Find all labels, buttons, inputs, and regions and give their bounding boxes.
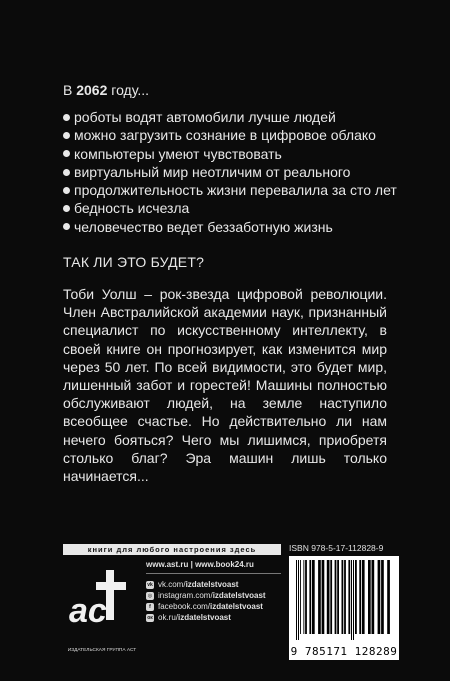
isbn-text: ISBN 978-5-17-112828-9 (289, 543, 384, 553)
bullet-icon (63, 132, 70, 139)
barcode-bar (348, 560, 350, 634)
barcode-bar (303, 560, 304, 634)
social-link-facebook[interactable] (146, 601, 281, 612)
barcode-bar (378, 560, 381, 634)
list-item-text: продолжительность жизни перевалила за сто лет (74, 182, 397, 199)
question-heading: ТАК ЛИ ЭТО БУДЕТ? (63, 254, 205, 270)
bullet-icon (63, 169, 70, 176)
social-link-instagram[interactable] (146, 590, 281, 601)
list-item (63, 163, 397, 181)
barcode (289, 556, 399, 660)
social-link-handle: izdatelstvoast (178, 613, 231, 622)
publisher-logo (63, 560, 141, 658)
barcode-bar (322, 560, 325, 634)
barcode-bar (298, 560, 299, 640)
list-item-text: бедность исчезла (74, 200, 190, 217)
list-item (63, 145, 397, 163)
barcode-bar (362, 560, 365, 634)
list-item-text: можно загрузить сознание в цифровое облако (74, 127, 376, 144)
publisher-footer (0, 536, 450, 681)
barcode-bar (296, 560, 297, 640)
odnoklassniki-icon: ок (147, 614, 153, 621)
barcode-bar (351, 560, 352, 640)
list-item-text: человечество ведет беззаботную жизнь (74, 218, 333, 235)
publisher-links (146, 560, 281, 623)
barcode-bar (330, 560, 332, 634)
bullet-icon (63, 114, 70, 121)
barcode-bar (355, 560, 357, 634)
vk-icon: vk (147, 581, 153, 588)
barcode-bar (318, 560, 321, 634)
barcode-icon (293, 560, 395, 640)
list-item (63, 126, 397, 144)
logo-caption: ИЗДАТЕЛЬСКАЯ ГРУППА АСТ (67, 648, 137, 653)
barcode-bar (342, 560, 344, 634)
intro-line (63, 82, 149, 98)
social-link-ok[interactable] (146, 612, 281, 623)
predictions-list (63, 108, 397, 236)
barcode-bar (372, 560, 375, 634)
bullet-icon (63, 205, 70, 212)
barcode-number: 9 785171 128289 (290, 645, 398, 658)
barcode-bar (305, 560, 307, 634)
barcode-bar (312, 560, 315, 634)
tagline-bar: книги для любого настроения здесь (63, 544, 281, 555)
list-item (63, 199, 397, 217)
bullet-icon (63, 187, 70, 194)
intro-year: 2062 (76, 82, 108, 98)
barcode-bar (368, 560, 371, 634)
list-item (63, 108, 397, 126)
bullet-icon (63, 223, 70, 230)
social-link-prefix: vk.com/ (158, 580, 186, 589)
social-link-prefix: facebook.com/ (158, 602, 211, 611)
social-link-handle: izdatelstvoast (212, 591, 266, 600)
intro-suffix: году... (107, 82, 149, 98)
barcode-bar (387, 560, 390, 634)
intro-prefix: В (63, 82, 77, 98)
barcode-bar (335, 560, 337, 634)
barcode-bar (309, 560, 311, 634)
social-link-prefix: instagram.com/ (158, 591, 213, 600)
ast-logo-icon (63, 560, 141, 646)
social-link-vk[interactable] (146, 579, 281, 590)
barcode-bar (381, 560, 384, 634)
description-paragraph: Тоби Уолш – рок-звезда цифровой революции. Член Австралийской академии наук, признанный специалист по искусственному интеллекту, в своей книге он прогнозирует, как изменится мир через 50 лет. По всей видимости, это будет мир, лишенный забот и горестей! Машины полностью обслуживают людей, на земле наступило всеобщее счастье. Но действительно ли нам нечего бояться? Чего мы лишимся, приобретя столько благ? Эра машин лишь только начинается... (63, 286, 387, 485)
social-link-prefix: ok.ru/ (158, 613, 179, 622)
barcode-bar (327, 560, 330, 634)
list-item-text: компьютеры умеют чувствовать (74, 145, 282, 162)
website-links[interactable]: www.ast.ru | www.book24.ru (146, 560, 281, 574)
social-link-handle: izdatelstvoast (210, 602, 263, 611)
instagram-icon: ◎ (147, 592, 153, 599)
bullet-icon (63, 150, 70, 157)
svg-text:ac: ac (69, 592, 107, 630)
barcode-bar (300, 560, 301, 634)
barcode-bar (344, 560, 346, 634)
list-item-text: роботы водят автомобили лучше людей (74, 109, 336, 125)
list-item (63, 218, 397, 236)
list-item-text: виртуальный мир неотличим от реального (74, 163, 351, 180)
barcode-bar (359, 560, 361, 634)
barcode-bar (337, 560, 339, 634)
social-link-handle: izdatelstvoast (185, 580, 239, 589)
list-item (63, 181, 397, 199)
barcode-bar (353, 560, 354, 640)
facebook-icon: f (146, 603, 154, 611)
